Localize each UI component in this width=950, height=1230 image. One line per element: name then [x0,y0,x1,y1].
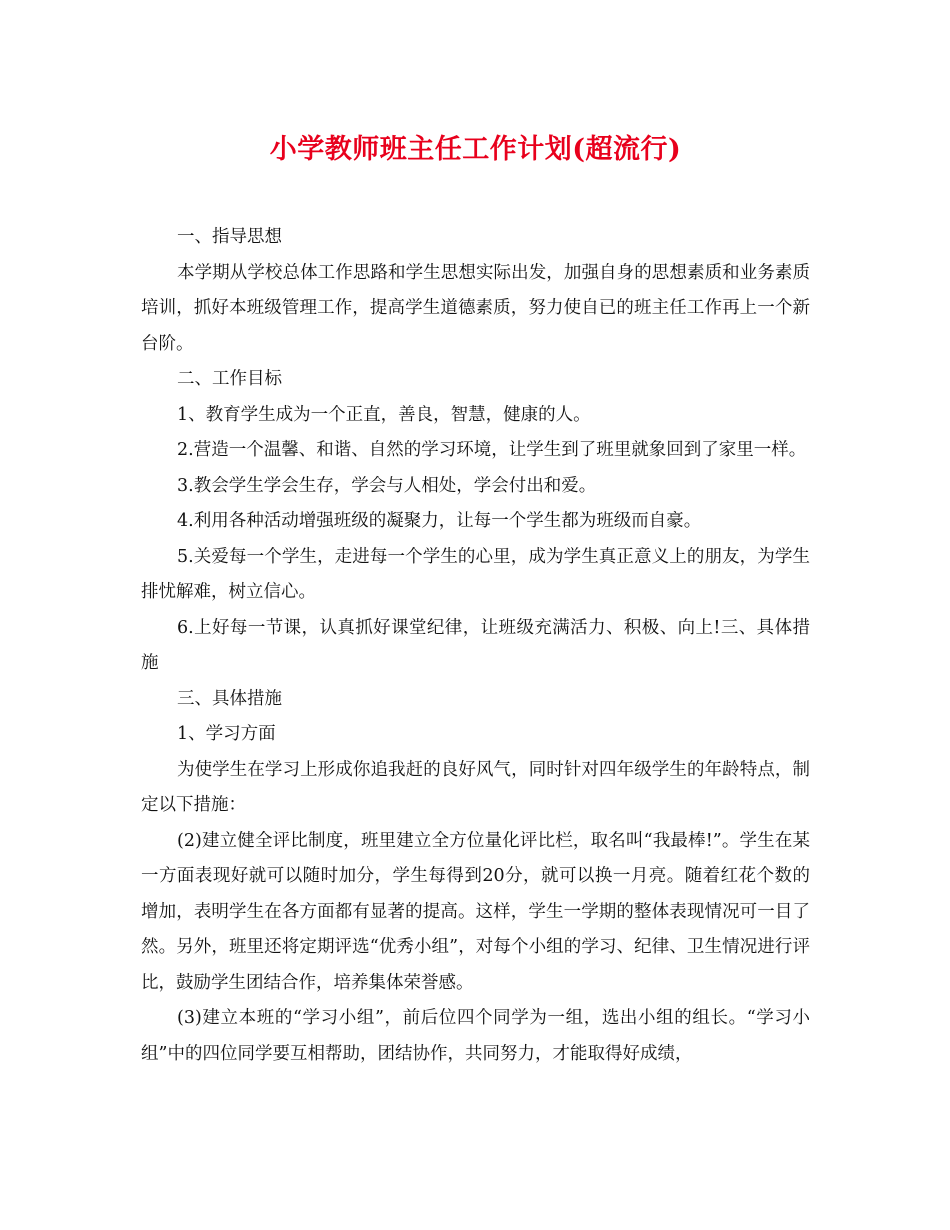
paragraph-1: 一、指导思想 [177,227,282,247]
paragraph-11: 1、学习方面 [177,724,276,744]
paragraph-8: 5.关爱每一个学生，走进每一个学生的心里，成为学生真正意义上的朋友，为学生排忧解难，树立信心。 [141,546,810,602]
paragraph-3: 二、工作目标 [177,369,282,389]
paragraph-4: 1、教育学生成为一个正直，善良，智慧，健康的人。 [177,404,591,425]
paragraph-6: 3.教会学生学会生存，学会与人相处，学会付出和爱。 [177,475,597,496]
paragraph-13: (2)建立健全评比制度，班里建立全方位量化评比栏，取名叫“我最棒!”。学生在某一方面表现好就可以随时加分，学生每得到20分，就可以换一月亮。随着红花个数的增加，表明学生在各方面都有显著的提高。这样，学生一学期的整体表现情况可一目了然。另外，班里还将定期评选“优秀小组”，对每个小组的学习、纪律、卫生情况进行评比，鼓励学生团结合作，培养集体荣誉感。 [141,830,810,993]
paragraph-7: 4.利用各种活动增强班级的凝聚力，让每一个学生都为班级而自豪。 [177,511,702,531]
document-title: 小学教师班主任工作计划(超流行) [269,134,682,165]
paragraph-9: 6.上好每一节课，认真抓好课堂纪律，让班级充满活力、积极、向上!三、具体措施 [141,617,810,673]
paragraph-5: 2.营造一个温馨、和谐、自然的学习环境，让学生到了班里就象回到了家里一样。 [177,440,807,460]
paragraph-2: 本学期从学校总体工作思路和学生思想实际出发，加强自身的思想素质和业务素质培训，抓好本班级管理工作，提高学生道德素质，努力使自已的班主任工作再上一个新台阶。 [141,262,810,354]
paragraph-14: (3)建立本班的“学习小组”，前后位四个同学为一组，选出小组的组长。“学习小组”中的四位同学要互相帮助，团结协作，共同努力，才能取得好成绩， [141,1008,810,1064]
document-body [141,220,810,1072]
paragraph-10: 三、具体措施 [177,688,282,709]
paragraph-12: 为使学生在学习上形成你追我赶的良好风气，同时针对四年级学生的年龄特点，制定以下措施： [141,759,810,815]
